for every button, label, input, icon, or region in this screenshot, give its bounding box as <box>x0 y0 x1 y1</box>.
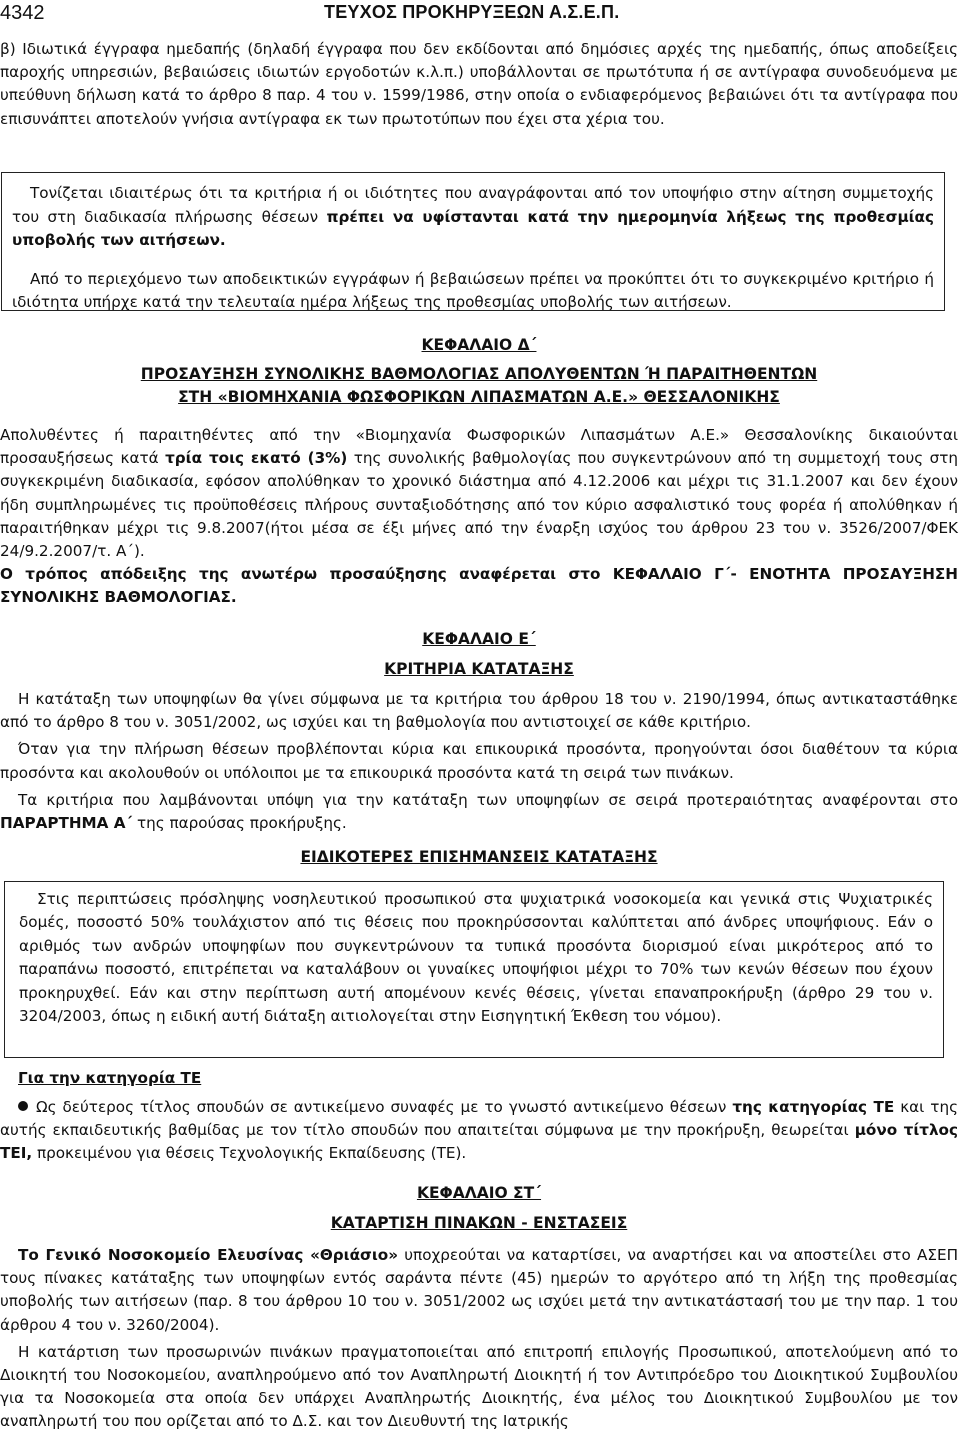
notice-p1-text: Τονίζεται ιδιαιτέρως ότι τα κριτήρια ή οι ιδιότητες που αναγράφονται από τον υποψήφιο στην αίτηση συμμετοχής του στη διαδικασία πλήρωσης θέσεων <box>12 184 934 226</box>
chapter-e-body <box>0 688 958 835</box>
chapter-d-title: ΚΕΦΑΛΑΙΟ Δ΄ <box>421 336 537 354</box>
notice-p1-bold: πρέπει να υφίστανται κατά την ημερομηνία λήξεως της προθεσμίας υποβολής των αιτήσεων. <box>12 207 934 250</box>
section-b-private-documents <box>0 38 958 131</box>
chapter-d-paragraph-1 <box>0 424 958 563</box>
chapter-e-heading <box>0 628 958 681</box>
chapter-st-p1-bold: Το Γενικό Νοσοκομείο Ελευσίνας «Θριάσιο» <box>18 1246 399 1264</box>
chapter-d-body <box>0 424 958 610</box>
chapter-e-title: ΚΕΦΑΛΑΙΟ Ε΄ <box>422 630 536 648</box>
chapter-e-paragraph-3 <box>0 789 958 835</box>
chapter-st-subtitle: ΚΑΤΑΡΤΙΣΗ ΠΙΝΑΚΩΝ - ΕΝΣΤΑΣΕΙΣ <box>330 1214 628 1232</box>
special-notes-box <box>4 881 944 1058</box>
category-te-section <box>0 1067 958 1166</box>
chapter-st-paragraph-2: Η κατάρτιση των προσωρινών πινάκων πραγματοποιείται από επιτροπή επιλογής Προσωπικού, αποτελούμενη από το Διοικητή του Νοσοκομείου, αναπληρούμενο από τον Αναπληρωτή Διοικητή ή τον Αντιπρόεδρο του Διοικητικού Συμβουλίου για τα Νοσοκομεία στα οποία δεν υπάρχει Αναπληρωτής Διοικητής, ένα μέλος του Διοικητικού Συμβουλίου με τον αναπληρωτή του που ορίζεται από το Δ.Σ. και τον Διευθυντή της Ιατρικής <box>0 1342 958 1431</box>
special-notes-paragraph: Στις περιπτώσεις πρόσληψης νοσηλευτικού προσωπικού στα ψυχιατρικά νοσοκομεία και γενικά στις Ψυχιατρικές δομές, ποσοστό 50% τουλάχιστον από τις θέσεις που προκηρύσσονται καλύπτεται από άνδρες υποψήφιους. Εάν ο αριθμός των ανδρών υποψηφίων που συγκεντρώνουν τα τυπικά προσόντα διορισμού είναι μικρότερος από το παραπάνω ποσοστό, επιτρέπεται να καταλάβουν οι γυναίκες υποψήφιοι μέχρι το 70% των κενών θέσεων που έχουν προκηρυχθεί. Εάν και στην περίπτωση αυτή απομένουν κενές θέσεις, γίνεται επαναπροκήρυξη (άρθρο 29 του ν. 3204/2003, όπως η ειδική αυτή διάταξη αιτιολογείται στην Εισηγητική Έκθεση του νόμου). <box>19 890 933 1026</box>
category-te-p-b: και της αυτής εκπαιδευτικής βαθμίδας με τον τίτλο σπουδών που απαιτείται σύμφωνα με την προκήρυξη, θεωρείται <box>0 1098 958 1140</box>
chapter-st-heading <box>0 1182 958 1235</box>
category-te-p-bold2: μόνο τίτλος ΤΕΙ, <box>0 1121 958 1163</box>
category-te-p-bold1: της κατηγορίας ΤΕ <box>732 1098 895 1116</box>
issue-title: ΤΕΥΧΟΣ ΠΡΟΚΗΡΥΞΕΩΝ Α.Σ.Ε.Π. <box>324 2 620 22</box>
chapter-st-body <box>0 1244 958 1434</box>
chapter-e-p3-a: Τα κριτήρια που λαμβάνονται υπόψη για την κατάταξη των υποψηφίων σε σειρά προτεραιότητας αναφέρονται στο <box>18 790 958 809</box>
chapter-e-paragraph-1: Η κατάταξη των υποψηφίων θα γίνει σύμφωνα με τα κριτήρια του άρθρου 18 του ν. 2190/1994, όπως αντικαταστάθηκε από το άρθρο 8 του ν. 3051/2002, ως ισχύει και τη βαθμολογία που αντιστοιχεί σε κάθε κριτήριο. <box>0 690 958 732</box>
chapter-d-p1-a: Απολυθέντες ή παραιτηθέντες από την «Βιομηχανία Φωσφορικών Λιπασμάτων Α.Ε.» Θεσσαλονίκης δικαιούνται προσαυξήσεως κατά <box>0 426 958 468</box>
page-number: 4342 <box>0 2 45 24</box>
category-te-title: Για την κατηγορία ΤΕ <box>18 1069 202 1087</box>
chapter-st-p1-rest: υποχρεούται να καταρτίσει, να αναρτήσει και να αποστείλει στο ΑΣΕΠ τους πίνακες κατάταξης των υποψηφίων εντός σαράντα πέντε (45) ημερών το αργότερο από τη λήξη της προθεσμίας υποβολής των αιτήσεων (παρ. 8 του άρθρου 10 του ν. 3051/2002 ως ισχύει μετά την αντικατάστασή του με την παρ. 1 του άρθρου 4 του ν. 3260/2004). <box>0 1246 958 1334</box>
special-notes-heading <box>0 846 958 869</box>
special-notes-title: ΕΙΔΙΚΟΤΕΡΕΣ ΕΠΙΣΗΜΑΝΣΕΙΣ ΚΑΤΑΤΑΞΗΣ <box>300 848 658 866</box>
chapter-d-paragraph-2: Ο τρόπος απόδειξης της ανωτέρω προσαύξησης αναφέρεται στο ΚΕΦΑΛΑΙΟ Γ΄- ΕΝΟΤΗΤΑ ΠΡΟΣΑΥΞΗΣΗ ΣΥΝΟΛΙΚΗΣ ΒΑΘΜΟΛΟΓΙΑΣ. <box>0 565 958 607</box>
chapter-e-paragraph-2: Όταν για την πλήρωση θέσεων προβλέπονται κύρια και επικουρικά προσόντα, προηγούνται όσοι διαθέτουν τα κύρια προσόντα και ακολουθούν οι υπόλοιποι με τα επικουρικά προσόντα κατά τη σειρά των πινάκων. <box>0 740 958 782</box>
chapter-d-subtitle-line1: ΠΡΟΣΑΥΞΗΣΗ ΣΥΝΟΛΙΚΗΣ ΒΑΘΜΟΛΟΓΙΑΣ ΑΠΟΛΥΘΕΝΤΩΝ Ή ΠΑΡΑΙΤΗΘΕΝΤΩΝ <box>140 365 818 383</box>
category-te-p-a: Ως δεύτερος τίτλος σπουδών σε αντικείμενο συναφές με το γνωστό αντικείμενο θέσεων <box>36 1098 733 1116</box>
chapter-e-p3-bold: ΠΑΡΑΡΤΗΜΑ Α΄ <box>0 814 133 833</box>
paragraph-private-documents: β) Ιδιωτικά έγγραφα ημεδαπής (δηλαδή έγγραφα που δεν εκδίδονται από δημόσιες αρχές της ημεδαπής, όπως αποδείξεις παροχής υπηρεσιών, βεβαιώσεις ιδιωτών εργοδοτών κ.λ.π.) υποβάλλονται σε πρωτότυπα ή σε αντίγραφα συνοδευόμενα με υπεύθυνη δήλωση κατά το άρθρο 8 παρ. 4 του ν. 1599/1986, στην οποία ο ενδιαφερόμενος βεβαιώνει ότι τα αντίγραφα που επισυνάπτει αποτελούν γνήσια αντίγραφα εκ των πρωτοτύπων που έχει στα χέρια του. <box>0 40 958 128</box>
notice-box-criteria-deadline <box>1 172 945 311</box>
bullet-icon <box>18 1101 28 1111</box>
chapter-st-title: ΚΕΦΑΛΑΙΟ ΣΤ΄ <box>416 1184 542 1202</box>
category-te-p-c: προκειμένου για θέσεις Τεχνολογικής Εκπαίδευσης (ΤΕ). <box>32 1144 467 1163</box>
page-header <box>0 2 960 30</box>
chapter-e-p3-b: της παρούσας προκήρυξης. <box>132 814 347 833</box>
notice-paragraph-2: Από το περιεχόμενο των αποδεικτικών εγγράφων ή βεβαιώσεων πρέπει να προκύπτει ότι το συγκεκριμένο κριτήριο ή ιδιότητα υπήρχε κατά την τελευταία ημέρα λήξεως της προθεσμίας υποβολής των αιτήσεων. <box>12 269 934 312</box>
chapter-d-heading <box>0 334 958 409</box>
chapter-st-paragraph-1 <box>0 1244 958 1337</box>
chapter-d-p1-bold: τρία τοις εκατό (3%) <box>165 449 348 468</box>
chapter-e-subtitle: ΚΡΙΤΗΡΙΑ ΚΑΤΑΤΑΞΗΣ <box>384 660 574 678</box>
chapter-d-subtitle-line2: ΣΤΗ «ΒΙΟΜΗΧΑΝΙΑ ΦΩΣΦΟΡΙΚΩΝ ΛΙΠΑΣΜΑΤΩΝ Α.Ε.» ΘΕΣΣΑΛΟΝΙΚΗΣ <box>178 388 780 406</box>
notice-paragraph-1 <box>12 182 934 253</box>
chapter-d-p1-b: της συνολικής βαθμολογίας που συγκεντρώνουν από τη συμμετοχή τους στη συγκεκριμένη διαδικασία, εφόσον απολύθηκαν το χρονικό διάστημα από 4.12.2006 και μέχρι τις 31.1.2007 και δεν έχουν ήδη συμπληρωμένες τις προϋποθέσεις πλήρους συνταξιοδότησης από τον κύριο ασφαλιστικό τους φορέα ή απολύθηκαν ή παραιτήθηκαν μέχρι τις 9.8.2007(ήτοι μέσα σε έξι μήνες από την έναρξη ισχύος του άρθρου 23 του ν. 3526/2007/ΦΕΚ 24/9.2.2007/τ. Α΄). <box>0 449 958 561</box>
category-te-paragraph <box>0 1096 958 1166</box>
